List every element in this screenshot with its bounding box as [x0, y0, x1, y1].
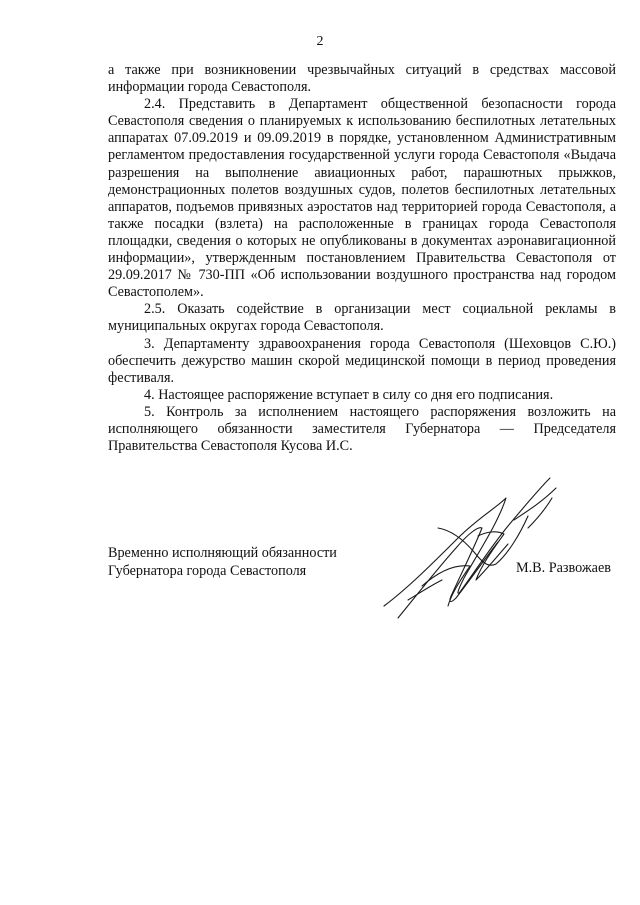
paragraph-continuation: а также при возникновении чрезвычайных ситуаций в средствах массовой информации города Севастополя.	[108, 62, 616, 96]
paragraph-2-5: 2.5. Оказать содействие в организации мест социальной рекламы в муниципальных округах города Севастополя.	[108, 301, 616, 335]
page-number: 2	[316, 34, 324, 49]
paragraph-3: 3. Департаменту здравоохранения города Севастополя (Шеховцов С.Ю.) обеспечить дежурство машин скорой медицинской помощи в период проведения фестиваля.	[108, 335, 616, 386]
signatory-position-line1: Временно исполняющий обязанности	[108, 545, 337, 561]
handwritten-signature	[378, 468, 578, 628]
signatory-position	[108, 544, 337, 580]
paragraph-5: 5. Контроль за исполнением настоящего распоряжения возложить на исполняющего обязанности заместителя Губернатора — Председателя Правительства Севастополя Кусова И.С.	[108, 403, 616, 455]
signatory-name: М.В. Развожаев	[516, 560, 611, 576]
signatory-position-line2: Губернатора города Севастополя	[108, 563, 307, 579]
paragraph-4: 4. Настоящее распоряжение вступает в силу со дня его подписания.	[144, 386, 554, 403]
document-body	[108, 62, 616, 455]
paragraph-2-4: 2.4. Представить в Департамент общественной безопасности города Севастополя сведения о планируемых к использованию беспилотных летательных аппаратах 07.09.2019 и 09.09.2019 в порядке, установленном Административным регламентом предоставления государственной услуги города Севастополя «Выдача разрешения на выполнение авиационных работ, парашютных прыжков, демонстрационных полетов воздушных судов, полетов беспилотных летательных аппаратов, подъемов привязных аэростатов над территорией города Севастополя, а также посадки (взлета) на расположенные в границах города Севастополя площадки, сведения о которых не опубликованы в документах аэронавигационной информации», утвержденным постановлением Правительства Севастополя от 29.09.2017 № 730-ПП «Об использовании воздушного пространства над городом Севастополем».	[108, 96, 616, 301]
